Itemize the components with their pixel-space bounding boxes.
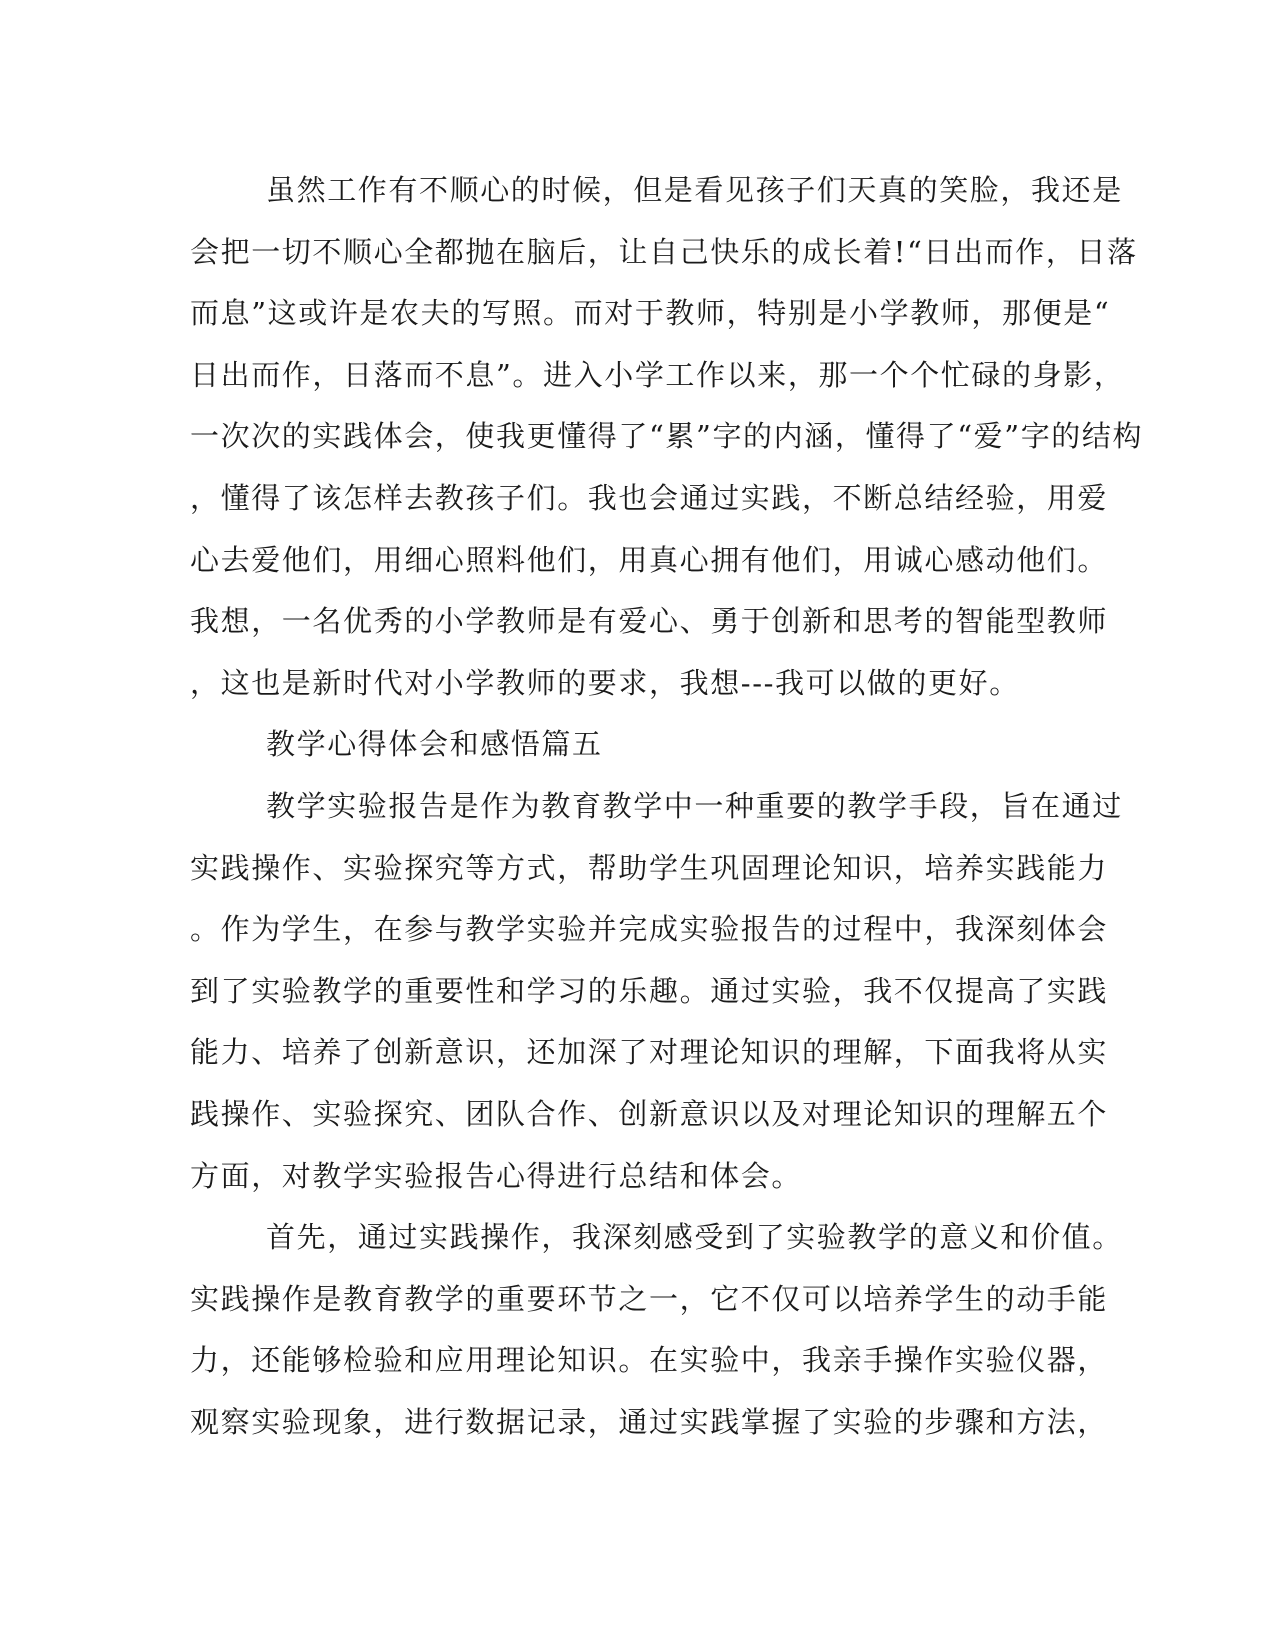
paragraph-2-line-5: 能力、培养了创新意识，还加深了对理论知识的理解，下面我将从实 xyxy=(190,1035,1109,1070)
paragraph-1-line-5: 一次次的实践体会，使我更懂得了“累”字的内涵，懂得了“爱”字的结构 xyxy=(190,419,1144,454)
paragraph-2-line-7: 方面，对教学实验报告心得进行总结和体会。 xyxy=(190,1158,803,1193)
paragraph-2-line-6: 践操作、实验探究、团队合作、创新意识以及对理论知识的理解五个 xyxy=(190,1096,1109,1131)
paragraph-2-line-1: 教学实验报告是作为教育教学中一种重要的教学手段，旨在通过 xyxy=(266,788,1123,823)
paragraph-1-line-1: 虽然工作有不顺心的时候，但是看见孩子们天真的笑脸，我还是 xyxy=(266,173,1123,207)
paragraph-1-line-7: 心去爱他们，用细心照料他们，用真心拥有他们，用诚心感动他们。 xyxy=(190,542,1109,577)
paragraph-1-line-8: 我想，一名优秀的小学教师是有爱心、勇于创新和思考的智能型教师 xyxy=(190,604,1109,639)
document-body xyxy=(190,160,1144,1453)
section-heading: 教学心得体会和感悟篇五 xyxy=(266,727,603,762)
paragraph-1-line-4: 日出而作，日落而不息”。进入小学工作以来，那一个个忙碌的身影， xyxy=(190,357,1125,392)
paragraph-1-line-9: ，这也是新时代对小学教师的要求，我想---我可以做的更好。 xyxy=(190,665,1020,700)
paragraph-1-line-6: ，懂得了该怎样去教孩子们。我也会通过实践，不断总结经验，用爱 xyxy=(190,480,1109,515)
paragraph-2-line-3: 。作为学生，在参与教学实验并完成实验报告的过程中，我深刻体会 xyxy=(190,912,1109,947)
paragraph-3-line-4: 观察实验现象，进行数据记录，通过实践掌握了实验的步骤和方法， xyxy=(190,1404,1109,1439)
paragraph-3-line-2: 实践操作是教育教学的重要环节之一，它不仅可以培养学生的动手能 xyxy=(190,1281,1109,1316)
paragraph-2-line-2: 实践操作、实验探究等方式，帮助学生巩固理论知识，培养实践能力 xyxy=(190,850,1109,885)
paragraph-3-line-1: 首先，通过实践操作，我深刻感受到了实验教学的意义和价值。 xyxy=(266,1220,1123,1255)
paragraph-3-line-3: 力，还能够检验和应用理论知识。在实验中，我亲手操作实验仪器， xyxy=(190,1343,1109,1378)
paragraph-1-line-2: 会把一切不顺心全都抛在脑后，让自己快乐的成长着!“日出而作，日落 xyxy=(190,234,1138,269)
paragraph-2-line-4: 到了实验教学的重要性和学习的乐趣。通过实验，我不仅提高了实践 xyxy=(190,973,1109,1008)
paragraph-1-line-3: 而息”这或许是农夫的写照。而对于教师，特别是小学教师，那便是“ xyxy=(190,296,1111,331)
